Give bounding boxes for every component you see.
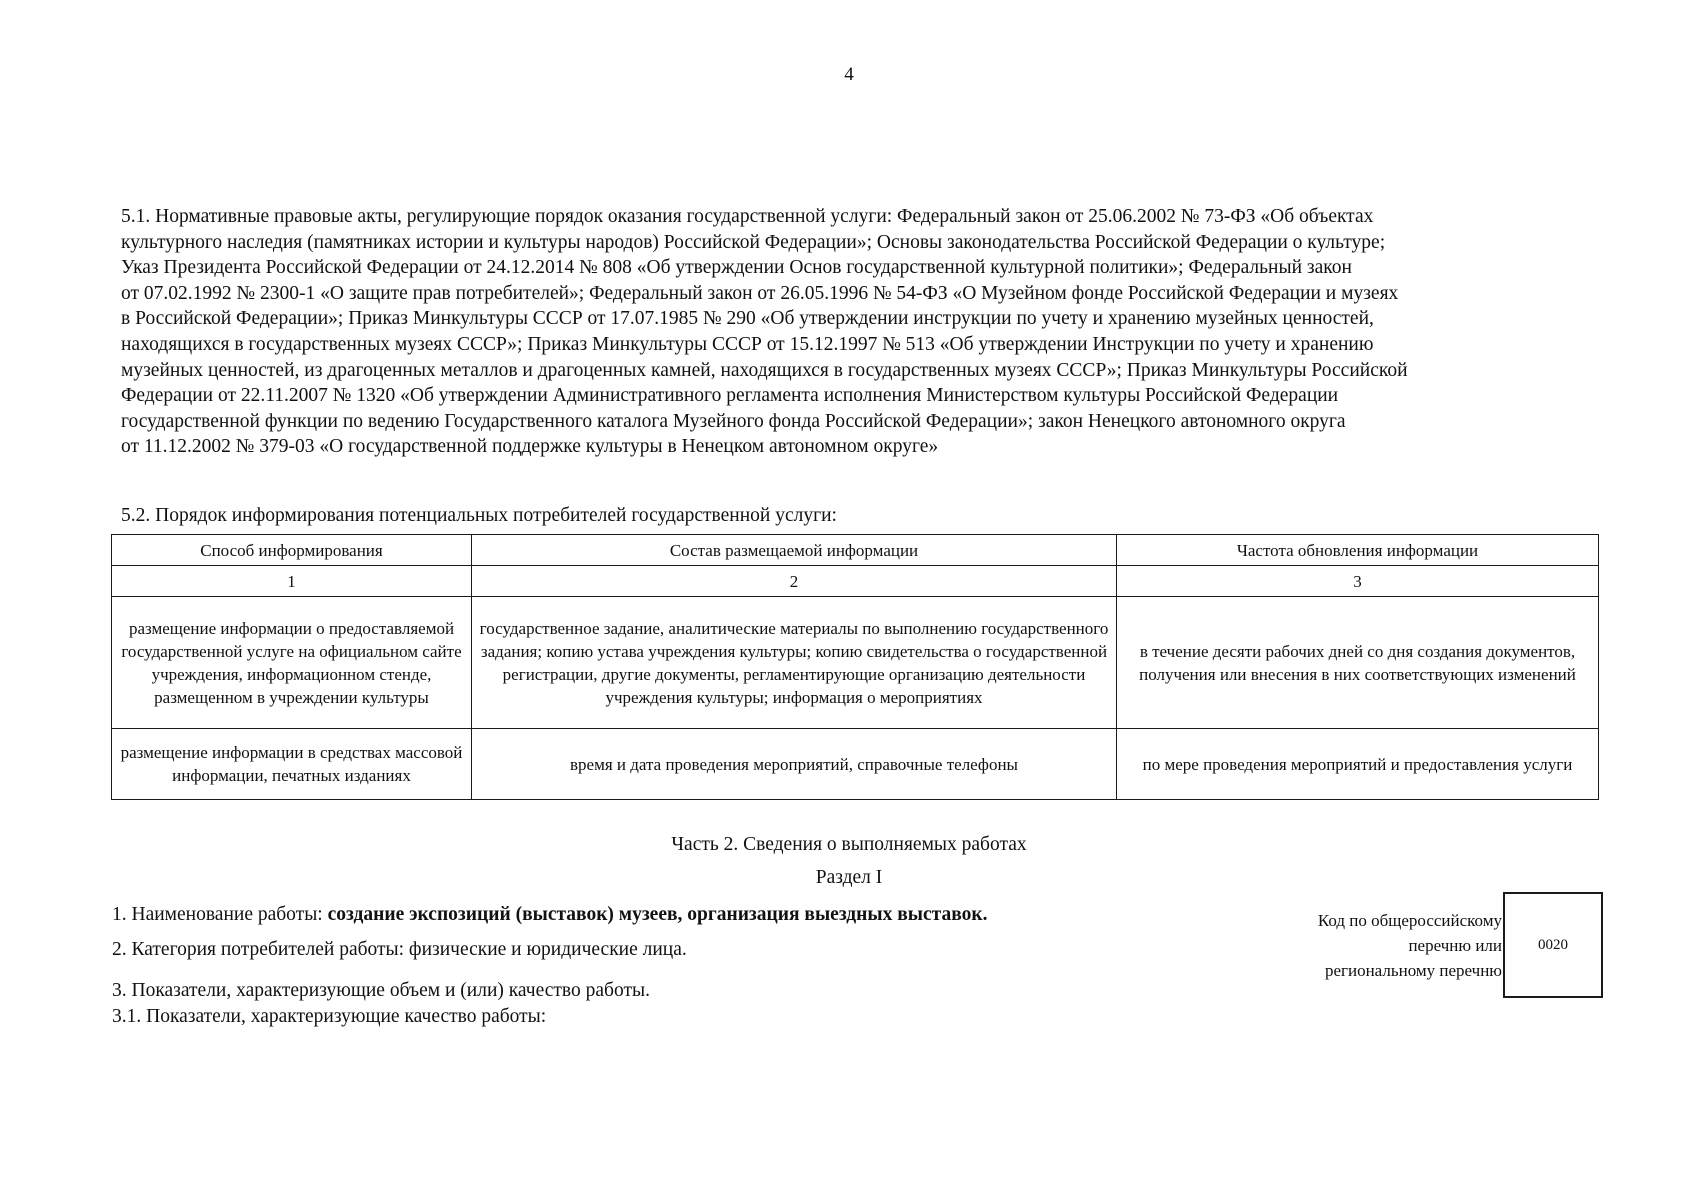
registry-code-label-line: Код по общероссийскому [1317, 911, 1502, 930]
legal-acts-line: в Российской Федерации»; Приказ Минкультуры СССР от 17.07.1985 № 290 «Об утверждении инструкции по учету и хранению музейных ценностей, [121, 308, 1374, 330]
legal-acts-line: культурного наследия (памятниках истории и культуры народов) Российской Федерации»; Основы законодательства Российской Федерации о культуре; [121, 231, 1386, 253]
legal-acts-line: Указ Президента Российской Федерации от 24.12.2014 № 808 «Об утверждении Основ государственной культурной политики»; Федеральный закон [121, 257, 1352, 279]
column-header-content: Состав размещаемой информации [472, 535, 1117, 566]
legal-acts-line: 5.1. Нормативные правовые акты, регулирующие порядок оказания государственной услуги: Федеральный закон от 25.06.2002 № 73-ФЗ «Об объектах [121, 206, 1374, 227]
part-title: Часть 2. Сведения о выполняемых работах [671, 834, 1027, 855]
legal-acts-line: музейных ценностей, из драгоценных металлов и драгоценных камней, находящихся в государственных музеях СССР»; Приказ Минкультуры Российской [121, 359, 1408, 381]
table-header-row [112, 535, 1599, 566]
registry-code-label [1262, 908, 1502, 983]
table-row [112, 729, 1599, 800]
work-name-value: создание экспозиций (выставок) музеев, организация выездных выставок. [327, 904, 988, 925]
work-name [112, 903, 988, 927]
work-consumers: 2. Категория потребителей работы: физические и юридические лица. [112, 939, 687, 960]
legal-acts-line: Федерации от 22.11.2007 № 1320 «Об утверждении Административного регламента исполнения Министерством культуры Российской Федерации [121, 385, 1339, 407]
legal-acts-line: от 11.12.2002 № 379-03 «О государственной поддержке культуры в Ненецком автономном округе» [121, 436, 939, 458]
work-name-label: 1. Наименование работы: [112, 904, 328, 925]
column-number: 2 [472, 566, 1117, 597]
informing-heading: 5.2. Порядок информирования потенциальных потребителей государственной услуги: [121, 505, 837, 526]
legal-acts-line: государственной функции по ведению Государственного каталога Музейного фонда Российской Федерации»; закон Ненецкого автономного округа [121, 410, 1346, 432]
cell-content: государственное задание, аналитические материалы по выполнению государственного задания; копию устава учреждения культуры; копию свидетельства о государственной регистрации, другие документы, регламентирующие организацию деятельности учреждения культуры; информация о мероприятиях [472, 597, 1117, 729]
registry-code-box: 0020 [1503, 892, 1603, 998]
column-header-frequency: Частота обновления информации [1117, 535, 1599, 566]
section-title: Раздел I [815, 867, 883, 888]
column-number: 3 [1117, 566, 1599, 597]
cell-frequency: в течение десяти рабочих дней со дня создания документов, получения или внесения в них соответствующих изменений [1117, 597, 1599, 729]
legal-acts-line: находящихся в государственных музеях СССР»; Приказ Минкультуры СССР от 15.12.1997 № 513 «Об утверждении Инструкции по учету и хранению [121, 333, 1374, 355]
work-indicators: 3. Показатели, характеризующие объем и (или) качество работы. [112, 980, 650, 1001]
work-quality-indicators: 3.1. Показатели, характеризующие качество работы: [112, 1006, 547, 1027]
cell-content: время и дата проведения мероприятий, справочные телефоны [472, 729, 1117, 800]
informing-table [111, 534, 1599, 800]
cell-method: размещение информации в средствах массовой информации, печатных изданиях [112, 729, 472, 800]
registry-code-label-line: региональному перечню [1324, 961, 1502, 980]
table-row [112, 597, 1599, 729]
registry-code-label-line: перечню или [1408, 936, 1502, 955]
column-number: 1 [112, 566, 472, 597]
legal-acts-paragraph [121, 204, 1601, 460]
column-header-method: Способ информирования [112, 535, 472, 566]
cell-frequency: по мере проведения мероприятий и предоставления услуги [1117, 729, 1599, 800]
page-number: 4 [844, 64, 854, 85]
cell-method: размещение информации о предоставляемой государственной услуге на официальном сайте учреждения, информационном стенде, размещенном в учреждении культуры [112, 597, 472, 729]
legal-acts-line: от 07.02.1992 № 2300-1 «О защите прав потребителей»; Федеральный закон от 26.05.1996 № 54-ФЗ «О Музейном фонде Российской Федерации и музеях [121, 282, 1399, 304]
table-numbering-row [112, 566, 1599, 597]
